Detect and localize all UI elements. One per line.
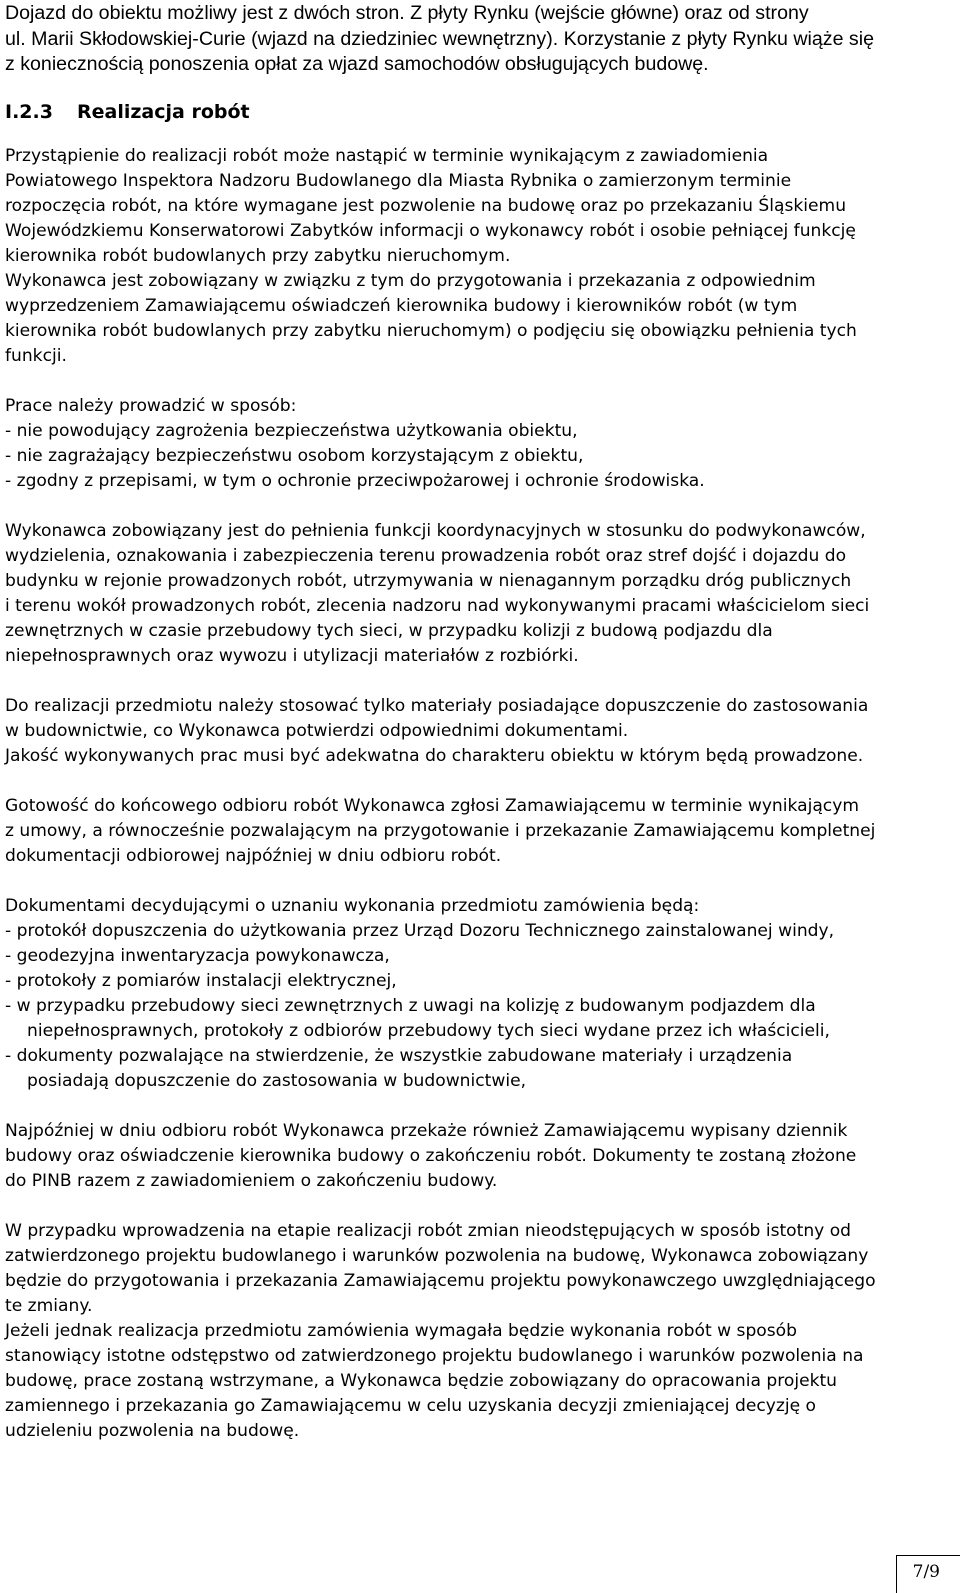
text-line: zamiennego i przekazania go Zamawiającemu w celu uzyskania decyzji zmieniającej decyzję o (5, 1395, 816, 1416)
list-item-text: - protokoły z pomiarów instalacji elektrycznej, (5, 970, 397, 991)
list-item: - nie powodujący zagrożenia bezpieczeństwa użytkowania obiektu, (5, 420, 578, 441)
list-item (5, 994, 953, 1044)
text-line: Wykonawca jest zobowiązany w związku z tym do przygotowania i przekazania z odpowiednim (5, 270, 816, 291)
text-line: zatwierdzonego projektu budowlanego i warunków pozwolenia na budowę, Wykonawca zobowiązany (5, 1245, 869, 1266)
text-line: Wykonawca zobowiązany jest do pełnienia funkcji koordynacyjnych w stosunku do podwykonawców, (5, 520, 866, 541)
list-intro: Prace należy prowadzić w sposób: (5, 395, 297, 416)
text-line: Do realizacji przedmiotu należy stosować tylko materiały posiadające dopuszczenie do zastosowania (5, 695, 869, 716)
page-number: 7/9 (912, 1562, 940, 1582)
document-page (5, 0, 953, 1444)
paragraph-contractor-declarations (5, 269, 953, 369)
text-line: niepełnosprawnych oraz wywozu i utylizacji materiałów z rozbiórki. (5, 645, 579, 666)
section-body (5, 144, 953, 1444)
text-line: dokumentacji odbiorowej najpóźniej w dniu odbioru robót. (5, 845, 502, 866)
list-item-continuation: posiadają dopuszczenie do zastosowania w budownictwie, (27, 1070, 527, 1091)
paragraph-work-conditions (5, 394, 953, 494)
section-heading (5, 99, 953, 125)
list-item-continuation: niepełnosprawnych, protokoły z odbiorów przebudowy tych sieci wydane przez ich właścicieli, (27, 1020, 830, 1041)
list-item-text: - w przypadku przebudowy sieci zewnętrznych z uwagi na kolizję z budowanym podjazdem dla (5, 995, 816, 1016)
text-line: Powiatowego Inspektora Nadzoru Budowlanego dla Miasta Rybnika o zamierzonym terminie (5, 170, 792, 191)
text-line: Przystąpienie do realizacji robót może nastąpić w terminie wynikającym z zawiadomienia (5, 145, 769, 166)
paragraph-site-diary (5, 1119, 953, 1194)
text-line: Jakość wykonywanych prac musi być adekwatna do charakteru obiektu w którym będą prowadzone. (5, 745, 864, 766)
text-line: zewnętrznych w czasie przebudowy tych sieci, w przypadku kolizji z budową podjazdu dla (5, 620, 773, 641)
section-title: Realizacja robót (77, 100, 250, 123)
text-line: będzie do przygotowania i przekazania Zamawiającemu projektu powykonawczego uwzględniającego (5, 1270, 876, 1291)
text-line: budowy oraz oświadczenie kierownika budowy o zakończeniu robót. Dokumenty te zostaną złożone (5, 1145, 857, 1166)
text-line: rozpoczęcia robót, na które wymagane jest pozwolenie na budowę oraz po przekazaniu Śląskiemu (5, 195, 847, 216)
list-item (5, 1044, 953, 1094)
text-line: Jeżeli jednak realizacja przedmiotu zamówienia wymagała będzie wykonania robót w sposób (5, 1320, 797, 1341)
paragraph-major-changes (5, 1319, 953, 1444)
text-line: z koniecznością ponoszenia opłat za wjazd samochodów obsługujących budowę. (5, 53, 709, 75)
paragraph-final-acceptance (5, 794, 953, 869)
list-item: - nie zagrażający bezpieczeństwu osobom korzystającym z obiektu, (5, 445, 584, 466)
paragraph-materials (5, 694, 953, 769)
text-line: do PINB razem z zawiadomieniem o zakończeniu budowy. (5, 1170, 498, 1191)
list-item-text: - protokół dopuszczenia do użytkowania przez Urząd Dozoru Technicznego zainstalowanej windy, (5, 920, 835, 941)
page-number-border-left (896, 1555, 897, 1593)
text-line: wydzielenia, oznakowania i zabezpieczenia terenu prowadzenia robót oraz stref dojść i dojazdu do (5, 545, 847, 566)
list-item (5, 969, 953, 994)
paragraph-coordination (5, 519, 953, 669)
text-line: funkcji. (5, 345, 67, 366)
text-line: te zmiany. (5, 1295, 93, 1316)
list-item-text: - dokumenty pozwalające na stwierdzenie, że wszystkie zabudowane materiały i urządzenia (5, 1045, 793, 1066)
paragraph-minor-changes (5, 1219, 953, 1319)
text-line: wyprzedzeniem Zamawiającemu oświadczeń kierownika budowy i kierowników robót (w tym (5, 295, 798, 316)
text-line: z umowy, a równocześnie pozwalającym na przygotowanie i przekazanie Zamawiającemu kompletnej (5, 820, 876, 841)
list-item (5, 919, 953, 944)
list-intro: Dokumentami decydującymi o uznaniu wykonania przedmiotu zamówienia będą: (5, 895, 700, 916)
text-line: ul. Marii Skłodowskiej-Curie (wjazd na dziedziniec wewnętrzny). Korzystanie z płyty Rynku wiąże się (5, 27, 874, 50)
paragraph-start-of-works (5, 144, 953, 269)
section-number: I.2.3 (5, 100, 53, 123)
paragraph-acceptance-documents (5, 894, 953, 1094)
intro-paragraph (5, 0, 953, 78)
page-number-border-top (896, 1555, 960, 1556)
text-line: budynku w rejonie prowadzonych robót, utrzymywania w nienagannym porządku dróg publicznych (5, 570, 852, 591)
text-line: Gotowość do końcowego odbioru robót Wykonawca zgłosi Zamawiającemu w terminie wynikającym (5, 795, 859, 816)
text-line: i terenu wokół prowadzonych robót, zlecenia nadzoru nad wykonywanymi pracami właścicielom sieci (5, 595, 870, 616)
list-item: - zgodny z przepisami, w tym o ochronie przeciwpożarowej i ochronie środowiska. (5, 470, 705, 491)
text-line: stanowiący istotne odstępstwo od zatwierdzonego projektu budowlanego i warunków pozwolenia na (5, 1345, 864, 1366)
list-item-text: - geodezyjna inwentaryzacja powykonawcza, (5, 945, 390, 966)
text-line: Wojewódzkiemu Konserwatorowi Zabytków informacji o wykonawcy robót i osobie pełniącej funkcję (5, 220, 856, 241)
text-line: Dojazd do obiektu możliwy jest z dwóch stron. Z płyty Rynku (wejście główne) oraz od strony (5, 2, 809, 24)
text-line: budowę, prace zostaną wstrzymane, a Wykonawca będzie zobowiązany do opracowania projektu (5, 1370, 838, 1391)
text-line: kierownika robót budowlanych przy zabytku nieruchomym. (5, 245, 511, 266)
list-item (5, 944, 953, 969)
text-line: udzieleniu pozwolenia na budowę. (5, 1420, 300, 1441)
text-line: W przypadku wprowadzenia na etapie realizacji robót zmian nieodstępujących w sposób istotny od (5, 1220, 852, 1241)
text-line: w budownictwie, co Wykonawca potwierdzi odpowiednimi dokumentami. (5, 720, 629, 741)
text-line: kierownika robót budowlanych przy zabytku nieruchomym) o podjęciu się obowiązku pełnienia tych (5, 320, 857, 341)
text-line: Najpóźniej w dniu odbioru robót Wykonawca przekaże również Zamawiającemu wypisany dziennik (5, 1120, 848, 1141)
